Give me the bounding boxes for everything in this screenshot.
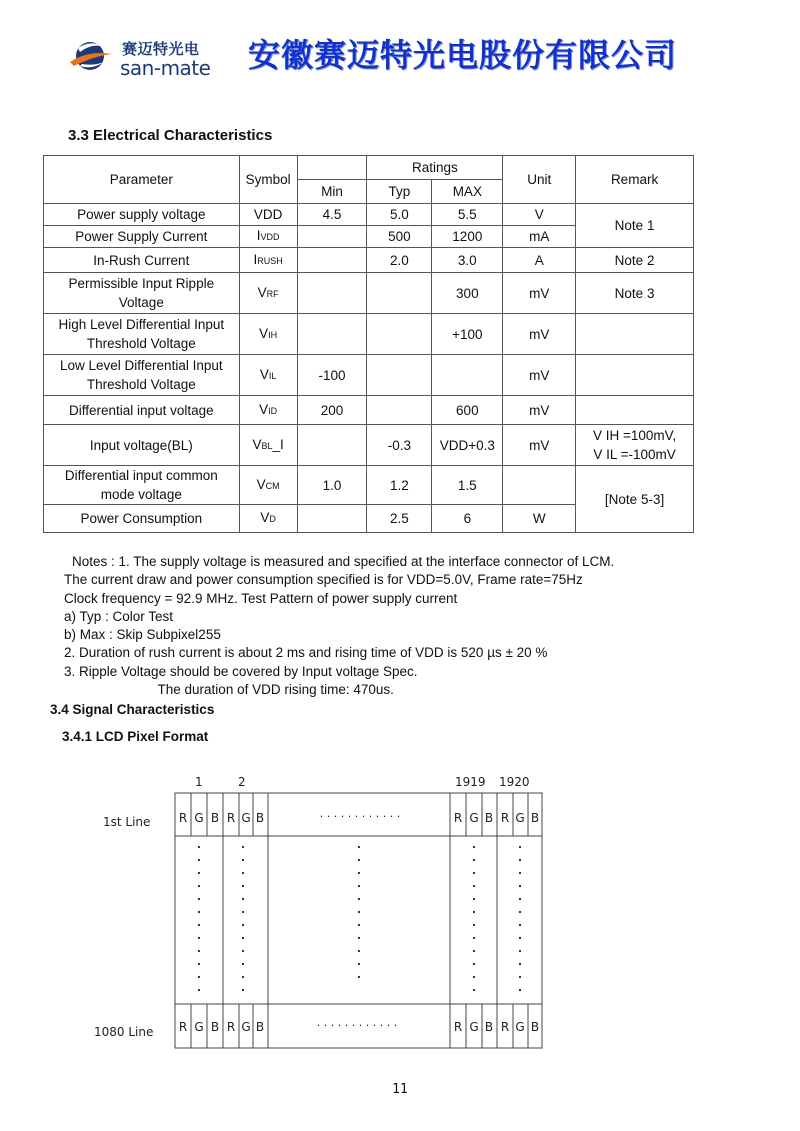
cell-min: -100 <box>297 355 367 396</box>
subpixel-b: B <box>255 1020 265 1034</box>
note-line: The duration of VDD rising time: 470us. <box>64 682 394 698</box>
symbol-sub: CM <box>265 480 280 491</box>
row-label: 1080 Line <box>94 1025 154 1039</box>
symbol-main: I <box>253 251 258 267</box>
symbol-sub: RF <box>266 288 279 299</box>
symbol-suffix: _I <box>272 436 284 452</box>
cell-min <box>297 425 367 466</box>
subpixel-r: R <box>178 1020 188 1034</box>
table-row <box>44 314 694 355</box>
header-max: MAX <box>432 180 503 204</box>
param-line1: Differential input common <box>64 468 218 483</box>
subpixel-b: B <box>255 811 265 825</box>
subsection-title-pixel-format: 3.4.1 LCD Pixel Format <box>62 729 209 744</box>
cell-remark <box>576 355 694 396</box>
symbol-main: I <box>256 228 261 243</box>
cell-remark <box>576 314 694 355</box>
cell-remark: Note 1 <box>576 204 694 248</box>
subpixel-b: B <box>210 811 220 825</box>
cell-remark <box>576 425 694 466</box>
cell-symbol <box>239 226 297 248</box>
ellipsis-top: · · · · · · · · · · · · <box>319 810 401 823</box>
cell-symbol <box>239 425 297 466</box>
table-row <box>44 248 694 273</box>
cell-typ: 2.5 <box>367 505 432 533</box>
cell-parameter: Power Supply Current <box>44 226 240 248</box>
note-line: The current draw and power consumption specified is for VDD=5.0V, Frame rate=75Hz <box>64 572 583 588</box>
header-typ: Typ <box>367 180 432 204</box>
cell-typ: -0.3 <box>367 425 432 466</box>
note-line: Notes : 1. The supply voltage is measured and specified at the interface connector of LCM. <box>72 554 615 569</box>
col-label: 1919 <box>455 775 486 789</box>
param-line1: Low Level Differential Input <box>60 358 223 373</box>
symbol-main: V <box>257 284 267 300</box>
cell-parameter: In-Rush Current <box>44 248 240 273</box>
electrical-characteristics-table <box>43 155 694 533</box>
cell-typ: 500 <box>367 226 432 248</box>
cell-min <box>297 226 367 248</box>
logo-english-text: san-mate <box>120 56 211 80</box>
cell-unit: mV <box>503 273 576 314</box>
header-remark: Remark <box>576 156 694 204</box>
company-logo <box>68 34 218 86</box>
page-header <box>0 0 800 100</box>
cell-unit <box>503 466 576 505</box>
symbol-main: V <box>252 436 262 452</box>
param-line2: Threshold Voltage <box>86 377 196 392</box>
col-label: 1920 <box>499 775 530 789</box>
cell-unit: W <box>503 505 576 533</box>
logo-chinese-text: 赛迈特光电 <box>122 41 200 58</box>
symbol-main: V <box>260 510 270 525</box>
subpixel-g: G <box>469 1020 479 1034</box>
header-symbol: Symbol <box>239 156 297 204</box>
symbol-sub: D <box>269 514 276 524</box>
cell-symbol: VDD <box>239 204 297 226</box>
symbol-main: V <box>259 401 269 417</box>
cell-min <box>297 505 367 533</box>
table-row <box>44 204 694 226</box>
cell-min <box>297 273 367 314</box>
col-label: 2 <box>238 775 246 789</box>
cell-parameter: Input voltage(BL) <box>44 425 240 466</box>
subpixel-r: R <box>226 1020 236 1034</box>
cell-min <box>297 248 367 273</box>
vertical-dots <box>198 846 521 991</box>
header-min: Min <box>297 180 367 204</box>
cell-max: 3.0 <box>432 248 503 273</box>
table-row <box>44 355 694 396</box>
param-line1: High Level Differential Input <box>58 317 225 332</box>
subpixel-b: B <box>210 1020 220 1034</box>
cell-max <box>432 355 503 396</box>
cell-typ <box>367 396 432 425</box>
subpixel-b: B <box>530 811 540 825</box>
subpixel-r: R <box>500 1020 510 1034</box>
cell-max: 6 <box>432 505 503 533</box>
cell-parameter <box>44 355 240 396</box>
header-unit: Unit <box>503 156 576 204</box>
subpixel-g: G <box>469 811 479 825</box>
cell-symbol <box>239 396 297 425</box>
symbol-sub: VDD <box>260 232 280 242</box>
param-line2: Threshold Voltage <box>86 336 196 351</box>
cell-max: +100 <box>432 314 503 355</box>
cell-typ: 5.0 <box>367 204 432 226</box>
note-line: a) Typ : Color Test <box>64 608 174 624</box>
symbol-sub: ID <box>268 405 278 416</box>
remark-line1: V IH =100mV, <box>592 428 677 443</box>
cell-unit: mV <box>503 314 576 355</box>
notes-block <box>64 553 614 699</box>
cell-typ <box>367 314 432 355</box>
note-line: b) Max : Skip Subpixel255 <box>64 627 221 643</box>
cell-max: 600 <box>432 396 503 425</box>
cell-parameter <box>44 466 240 505</box>
cell-symbol <box>239 314 297 355</box>
subpixel-r: R <box>226 811 236 825</box>
cell-min: 1.0 <box>297 466 367 505</box>
note-line: Clock frequency = 92.9 MHz. Test Pattern of power supply current <box>64 590 458 606</box>
subpixel-b: B <box>484 1020 494 1034</box>
param-line2: Voltage <box>118 295 164 310</box>
cell-typ: 2.0 <box>367 248 432 273</box>
col-label: 1 <box>195 775 203 789</box>
symbol-sub: IH <box>268 329 278 340</box>
symbol-sub: RUSH <box>257 255 283 266</box>
header-blank <box>297 156 367 180</box>
cell-remark: Note 3 <box>576 273 694 314</box>
table-header-row <box>44 156 694 180</box>
subpixel-g: G <box>194 811 204 825</box>
pixel-format-diagram <box>0 760 800 1060</box>
header-ratings: Ratings <box>367 156 503 180</box>
symbol-sub: BL <box>261 440 273 451</box>
cell-max: 5.5 <box>432 204 503 226</box>
row-label: 1st Line <box>103 815 151 829</box>
param-line1: Permissible Input Ripple <box>68 276 215 291</box>
company-name: 安徽赛迈特光电股份有限公司 <box>248 37 678 73</box>
section-title-signal: 3.4 Signal Characteristics <box>50 702 215 717</box>
subpixel-g: G <box>241 811 251 825</box>
note-line: 2. Duration of rush current is about 2 ms and rising time of VDD is 520 µs ± 20 % <box>64 645 548 661</box>
cell-symbol <box>239 273 297 314</box>
cell-remark: [Note 5-3] <box>576 466 694 533</box>
cell-symbol <box>239 248 297 273</box>
table-row <box>44 273 694 314</box>
subpixel-b: B <box>484 811 494 825</box>
cell-max: VDD+0.3 <box>432 425 503 466</box>
cell-typ <box>367 355 432 396</box>
cell-parameter: Power Consumption <box>44 505 240 533</box>
cell-parameter <box>44 314 240 355</box>
cell-max: 1.5 <box>432 466 503 505</box>
remark-line2: V IL =-100mV <box>593 447 676 462</box>
subpixel-g: G <box>515 811 525 825</box>
symbol-main: V <box>259 366 269 382</box>
cell-remark <box>576 396 694 425</box>
subpixel-r: R <box>453 811 463 825</box>
cell-remark: Note 2 <box>576 248 694 273</box>
cell-parameter: Differential input voltage <box>44 396 240 425</box>
section-title-electrical: 3.3 Electrical Characteristics <box>68 127 273 144</box>
cell-unit: mV <box>503 355 576 396</box>
ellipsis-bottom: · · · · · · · · · · · · <box>316 1019 398 1032</box>
table-row <box>44 466 694 505</box>
subpixel-r: R <box>178 811 188 825</box>
cell-parameter: Power supply voltage <box>44 204 240 226</box>
cell-unit: V <box>503 204 576 226</box>
page-number: 11 <box>392 1082 408 1097</box>
cell-min <box>297 314 367 355</box>
cell-max: 1200 <box>432 226 503 248</box>
subpixel-r: R <box>500 811 510 825</box>
cell-min: 4.5 <box>297 204 367 226</box>
header-parameter: Parameter <box>44 156 240 204</box>
param-line2: mode voltage <box>100 487 182 502</box>
cell-unit: A <box>503 248 576 273</box>
note-line: 3. Ripple Voltage should be covered by Input voltage Spec. <box>64 663 418 679</box>
logo-swirl-icon <box>68 36 114 76</box>
subpixel-g: G <box>194 1020 204 1034</box>
symbol-main: V <box>256 476 266 492</box>
subpixel-g: G <box>241 1020 251 1034</box>
subpixel-r: R <box>453 1020 463 1034</box>
cell-symbol <box>239 505 297 533</box>
cell-typ <box>367 273 432 314</box>
cell-min: 200 <box>297 396 367 425</box>
cell-parameter <box>44 273 240 314</box>
subpixel-g: G <box>515 1020 525 1034</box>
cell-unit: mV <box>503 425 576 466</box>
cell-unit: mA <box>503 226 576 248</box>
subpixel-b: B <box>530 1020 540 1034</box>
cell-max: 300 <box>432 273 503 314</box>
cell-symbol <box>239 466 297 505</box>
cell-typ: 1.2 <box>367 466 432 505</box>
symbol-sub: IL <box>268 370 277 381</box>
table-row <box>44 396 694 425</box>
cell-unit: mV <box>503 396 576 425</box>
table-row <box>44 425 694 466</box>
symbol-main: V <box>259 325 269 341</box>
cell-symbol <box>239 355 297 396</box>
